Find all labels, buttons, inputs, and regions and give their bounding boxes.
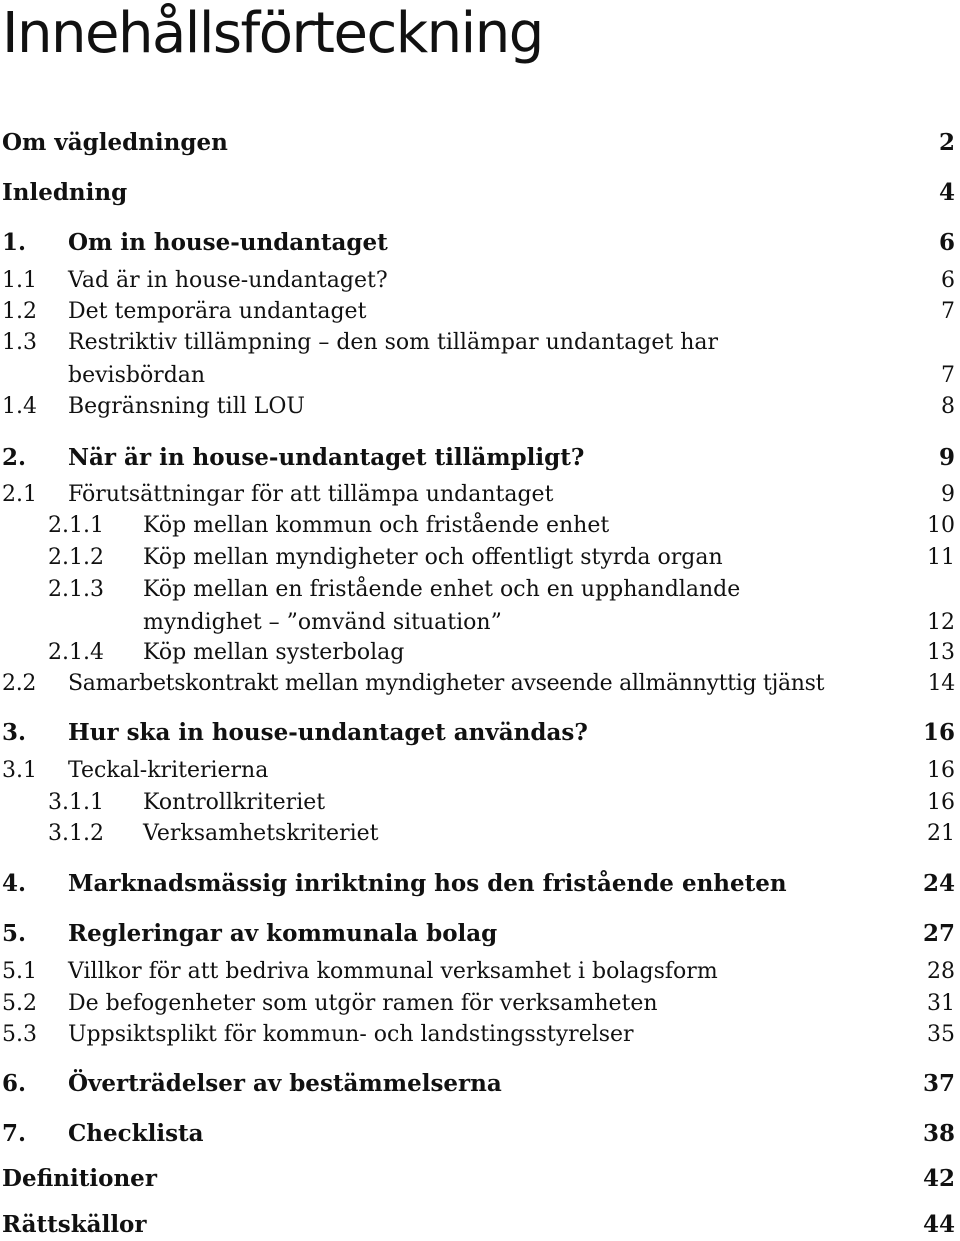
toc-entry-title: Vad är in house-undantaget? [68, 268, 388, 293]
toc-page-number: 16 [927, 790, 955, 815]
toc-entry-om-vagledningen[interactable] [0, 127, 955, 159]
toc-page-number: 28 [927, 959, 955, 984]
toc-entry-title: Köp mellan en fristående enhet och en upphandlande [143, 577, 741, 602]
toc-page-number: 9 [941, 482, 955, 507]
toc-entry-title: Begränsning till LOU [68, 394, 305, 419]
toc-entry-5-3[interactable] [0, 1019, 955, 1051]
toc-section-number: 4. [2, 870, 27, 897]
toc-page-number: 16 [922, 719, 955, 746]
toc-entry-3[interactable] [0, 717, 955, 749]
toc-entry-title: Teckal-kriterierna [68, 758, 269, 783]
toc-section-number: 2.2 [2, 671, 37, 696]
toc-entry-title-continuation: bevisbördan [68, 363, 206, 388]
toc-section-number: 3.1.2 [48, 821, 104, 846]
toc-entry-title: Villkor för att bedriva kommunal verksamhet i bolagsform [68, 959, 718, 984]
toc-entry-2-1-1[interactable] [0, 510, 955, 542]
toc-entry-1[interactable] [0, 227, 955, 259]
toc-entry-title: Förutsättningar för att tillämpa undantaget [68, 482, 554, 507]
toc-entry-title: Överträdelser av bestämmelserna [68, 1070, 502, 1097]
toc-page-number: 42 [922, 1165, 955, 1192]
toc-page-number: 14 [927, 671, 955, 696]
toc-entry-title: Om in house-undantaget [68, 229, 388, 256]
toc-entry-3-1-1[interactable] [0, 787, 955, 819]
toc-section-number: 2.1.2 [48, 545, 104, 570]
toc-entry-2-2[interactable] [0, 668, 955, 700]
toc-entry-1-4[interactable] [0, 391, 955, 423]
toc-entry-title: Kontrollkriteriet [143, 790, 326, 815]
toc-entry-2-1-2[interactable] [0, 542, 955, 574]
toc-entry-title: Köp mellan systerbolag [143, 640, 405, 665]
toc-entry-inledning[interactable] [0, 177, 955, 209]
toc-entry-title: När är in house-undantaget tillämpligt? [68, 444, 585, 471]
toc-page-number: 8 [941, 394, 955, 419]
toc-entry-2-1-4[interactable] [0, 637, 955, 669]
toc-entry-rattskallor[interactable] [0, 1209, 955, 1241]
toc-entry-5-2[interactable] [0, 988, 955, 1020]
toc-page-number: 4 [938, 179, 955, 206]
toc-section-number: 3.1.1 [48, 790, 104, 815]
toc-page-number: 7 [941, 363, 955, 388]
toc-entry-title: Restriktiv tillämpning – den som tillämpar undantaget har [68, 330, 719, 355]
toc-entry-4[interactable] [0, 868, 955, 900]
toc-entry-title-continuation: myndighet – ”omvänd situation” [143, 610, 502, 635]
toc-entry-title: Checklista [68, 1120, 204, 1147]
toc-entry-3-1[interactable] [0, 755, 955, 787]
page-title: Innehållsförteckning [2, 1, 543, 66]
toc-page-number: 9 [938, 444, 955, 471]
toc-page-number: 12 [927, 610, 955, 635]
toc-entry-1-1[interactable] [0, 265, 955, 297]
toc-section-number: 2. [2, 444, 27, 471]
toc-page-number: 31 [927, 991, 955, 1016]
toc-section-number: 2.1.3 [48, 577, 104, 602]
toc-entry-title: Om vägledningen [2, 129, 228, 156]
toc-entry-6[interactable] [0, 1068, 955, 1100]
toc-page-number: 10 [927, 513, 955, 538]
toc-page-number: 44 [922, 1211, 955, 1238]
toc-section-number: 2.1 [2, 482, 37, 507]
toc-section-number: 1.2 [2, 299, 37, 324]
toc-entry-title: Uppsiktsplikt för kommun- och landstingsstyrelser [68, 1022, 634, 1047]
toc-entry-5[interactable] [0, 918, 955, 950]
toc-section-number: 3. [2, 719, 27, 746]
toc-entry-title: Det temporära undantaget [68, 299, 367, 324]
toc-page-number: 21 [927, 821, 955, 846]
toc-entry-title: Köp mellan myndigheter och offentligt styrda organ [143, 545, 723, 570]
toc-entry-2[interactable] [0, 442, 955, 474]
toc-page-number: 16 [927, 758, 955, 783]
toc-section-number: 2.1.4 [48, 640, 104, 665]
toc-entry-2-1[interactable] [0, 479, 955, 511]
toc-section-number: 5. [2, 920, 27, 947]
toc-page-number: 35 [927, 1022, 955, 1047]
toc-entry-title: Samarbetskontrakt mellan myndigheter avseende allmännyttig tjänst [68, 671, 825, 696]
toc-section-number: 1.1 [2, 268, 37, 293]
toc-entry-title: Hur ska in house-undantaget användas? [68, 719, 588, 746]
toc-entry-title: Verksamhetskriteriet [143, 821, 379, 846]
toc-section-number: 5.2 [2, 991, 37, 1016]
toc-entry-title: Köp mellan kommun och fristående enhet [143, 513, 610, 538]
toc-page-number: 11 [927, 545, 955, 570]
toc-page-number: 6 [938, 229, 955, 256]
toc-entry-title: Inledning [2, 179, 128, 206]
toc-entry-5-1[interactable] [0, 956, 955, 988]
toc-page-number: 24 [922, 870, 955, 897]
toc-entry-title: Regleringar av kommunala bolag [68, 920, 498, 947]
toc-entry-title: De befogenheter som utgör ramen för verksamheten [68, 991, 658, 1016]
toc-section-number: 3.1 [2, 758, 37, 783]
toc-page-number: 13 [927, 640, 955, 665]
toc-section-number: 1. [2, 229, 27, 256]
toc-page-number: 7 [941, 299, 955, 324]
toc-entry-1-3[interactable] [0, 327, 955, 391]
toc-entry-3-1-2[interactable] [0, 818, 955, 850]
toc-section-number: 1.3 [2, 330, 37, 355]
toc-section-number: 7. [2, 1120, 27, 1147]
toc-entry-definitioner[interactable] [0, 1163, 955, 1195]
toc-page-number: 38 [922, 1120, 955, 1147]
toc-section-number: 2.1.1 [48, 513, 104, 538]
toc-section-number: 5.3 [2, 1022, 37, 1047]
toc-section-number: 5.1 [2, 959, 37, 984]
toc-section-number: 1.4 [2, 394, 37, 419]
toc-entry-2-1-3[interactable] [0, 574, 955, 638]
toc-page-number: 2 [938, 129, 955, 156]
toc-entry-1-2[interactable] [0, 296, 955, 328]
toc-section-number: 6. [2, 1070, 27, 1097]
toc-entry-title: Definitioner [2, 1165, 157, 1192]
toc-entry-title: Rättskällor [2, 1211, 147, 1238]
toc-page-number: 37 [922, 1070, 955, 1097]
toc-entry-7[interactable] [0, 1118, 955, 1150]
toc-page-number: 27 [922, 920, 955, 947]
toc-entry-title: Marknadsmässig inriktning hos den fristående enheten [68, 870, 787, 897]
toc-page-number: 6 [941, 268, 955, 293]
